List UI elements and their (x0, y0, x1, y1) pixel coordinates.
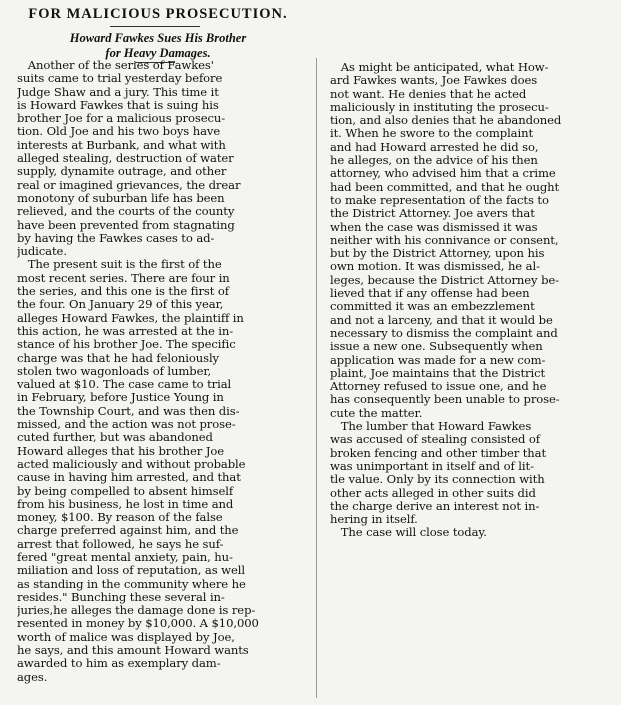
article-text-line: lieved that if any offense had been (330, 287, 530, 301)
article-text-line: alleges Howard Fawkes, the plaintiff in (17, 311, 244, 325)
article-text-line: Judge Shaw and a jury. This time it (17, 85, 219, 99)
article-text-line: valued at $10. The case came to trial (17, 378, 232, 392)
article-text-line: the four. On January 29 of this year, (17, 298, 224, 312)
article-text-line: he says, and this amount Howard wants (17, 644, 249, 658)
article-text-line: The present suit is the first of the (17, 258, 222, 272)
article-text-line: brother Joe for a malicious prosecu- (17, 112, 226, 126)
article-text-line: tion, and also denies that he abandoned (330, 114, 562, 128)
article-text-line: suits came to trial yesterday before (17, 72, 223, 86)
article-text-line: leges, because the District Attorney be- (330, 273, 559, 287)
article-text-line: hering in itself. (330, 513, 418, 527)
subheadline-line: Howard Fawkes Sues His Brother (69, 31, 247, 45)
article-text-line: committed it was an embezzlement (330, 300, 535, 314)
subheadline-line: for Heavy Damages. (105, 46, 211, 60)
article-text-line: alleged stealing, destruction of water (17, 152, 234, 166)
article-text-line: Another of the series of Fawkes' (17, 59, 214, 72)
article-text-line: As might be anticipated, what How- (330, 61, 549, 74)
separator-rule (110, 26, 200, 27)
article-text-line: in February, before Justice Young in (17, 391, 224, 405)
article-text-line: by being compelled to absent himself (17, 484, 234, 498)
article-text-line: and had Howard arrested he did so, (330, 140, 539, 154)
article-text-line: ard Fawkes wants, Joe Fawkes does (330, 74, 538, 88)
article-text-line: acted maliciously and without probable (17, 457, 246, 471)
article-text-line: other acts alleged in other suits did (330, 486, 536, 500)
article-text-line: tion. Old Joe and his two boys have (17, 125, 221, 139)
article-text-line: the charge derive an interest not in- (330, 499, 540, 513)
headline: FOR MALICIOUS PROSECUTION. (28, 6, 288, 22)
article-text-line: charge preferred against him, and the (17, 524, 239, 538)
article-text-line: resides." Bunching these several in- (17, 590, 225, 604)
article-text-line: not want. He denies that he acted (330, 87, 527, 101)
subheadline (8, 31, 308, 61)
article-text-line: arrest that followed, he says he suf- (17, 537, 224, 551)
article-text-line: Howard alleges that his brother Joe (17, 444, 225, 458)
article-text-line: fered "great mental anxiety, pain, hu- (17, 550, 233, 564)
article-text-line: was accused of stealing consisted of (330, 433, 540, 447)
article-text-line: The case will close today. (330, 526, 487, 540)
article-text-line: application was made for a new com- (330, 353, 546, 367)
article-text-line: ages. (17, 670, 48, 684)
article-text-line: The lumber that Howard Fawkes (330, 420, 532, 434)
article-text-line: juries,he alleges the damage done is rep- (17, 604, 256, 618)
article-text-line: tle value. Only by its connection with (330, 473, 545, 487)
article-text-line: the District Attorney. Joe avers that (330, 207, 535, 221)
article-text-line: cause in having him arrested, and that (17, 471, 241, 485)
article-text-line: and not a larceny, and that it would be (330, 313, 553, 327)
article-text-line: interests at Burbank, and what with (17, 138, 226, 152)
article-text-line: had been committed, and that he ought (330, 180, 560, 194)
article-text-line: maliciously in instituting the prosecu- (330, 100, 549, 114)
article-text-line: was unimportant in itself and of lit- (330, 459, 534, 473)
article-text-line: worth of malice was displayed by Joe, (17, 630, 235, 644)
article-text-line: necessary to dismiss the complaint and (330, 326, 558, 340)
article-text-line: the series, and this one is the first of (17, 285, 229, 299)
article-text-line: miliation and loss of reputation, as well (17, 564, 245, 578)
article-text-line: as standing in the community where he (17, 577, 246, 591)
article-text-line: cuted further, but was abandoned (17, 431, 213, 445)
article-text-line: by having the Fawkes cases to ad- (17, 231, 215, 245)
article-text-line: stance of his brother Joe. The specific (17, 338, 236, 352)
article-text-line: but by the District Attorney, upon his (330, 247, 545, 261)
article-text-line: judicate. (17, 245, 67, 259)
article-text-line: charge was that he had feloniously (17, 351, 220, 365)
article-text-line: has consequently been unable to prose- (330, 393, 560, 407)
article-right-column (330, 61, 615, 540)
column-divider (316, 58, 317, 698)
article-text-line: plaint, Joe maintains that the District (330, 366, 546, 380)
article-text-line: most recent series. There are four in (17, 271, 230, 285)
article-text-line: resented in money by $10,000. A $10,000 (17, 617, 259, 631)
article-text-line: real or imagined grievances, the drear (17, 178, 241, 192)
article-text-line: own motion. It was dismissed, he al- (330, 260, 540, 274)
article-text-line: neither with his connivance or consent, (330, 233, 559, 247)
article-text-line: supply, dynamite outrage, and other (17, 165, 227, 179)
article-text-line: is Howard Fawkes that is suing his (17, 98, 219, 112)
article-text-line: missed, and the action was not prose- (17, 418, 236, 432)
article-text-line: to make representation of the facts to (330, 193, 549, 207)
article-text-line: issue a new one. Subsequently when (330, 340, 543, 354)
article-text-line: relieved, and the courts of the county (17, 205, 235, 219)
article-text-line: when the case was dismissed it was (330, 220, 538, 234)
article-text-line: monotony of suburban life has been (17, 191, 225, 205)
article-text-line: it. When he swore to the complaint (330, 127, 534, 141)
article-text-line: cute the matter. (330, 406, 423, 420)
article-left-column (17, 59, 307, 684)
article-text-line: money, $100. By reason of the false (17, 511, 223, 525)
article-text-line: Attorney refused to issue one, and he (330, 380, 547, 394)
article-text-line: he alleges, on the advice of his then (330, 154, 538, 168)
article-text-line: stolen two wagonloads of lumber, (17, 364, 212, 378)
article-text-line: have been prevented from stagnating (17, 218, 235, 232)
article-text-line: broken fencing and other timber that (330, 446, 547, 460)
article-text-line: from his business, he lost in time and (17, 497, 234, 511)
article-text-line: attorney, who advised him that a crime (330, 167, 556, 181)
article-text-line: awarded to him as exemplary dam- (17, 657, 221, 671)
article-text-line: this action, he was arrested at the in- (17, 324, 234, 338)
article-text-line: the Township Court, and was then dis- (17, 404, 240, 418)
